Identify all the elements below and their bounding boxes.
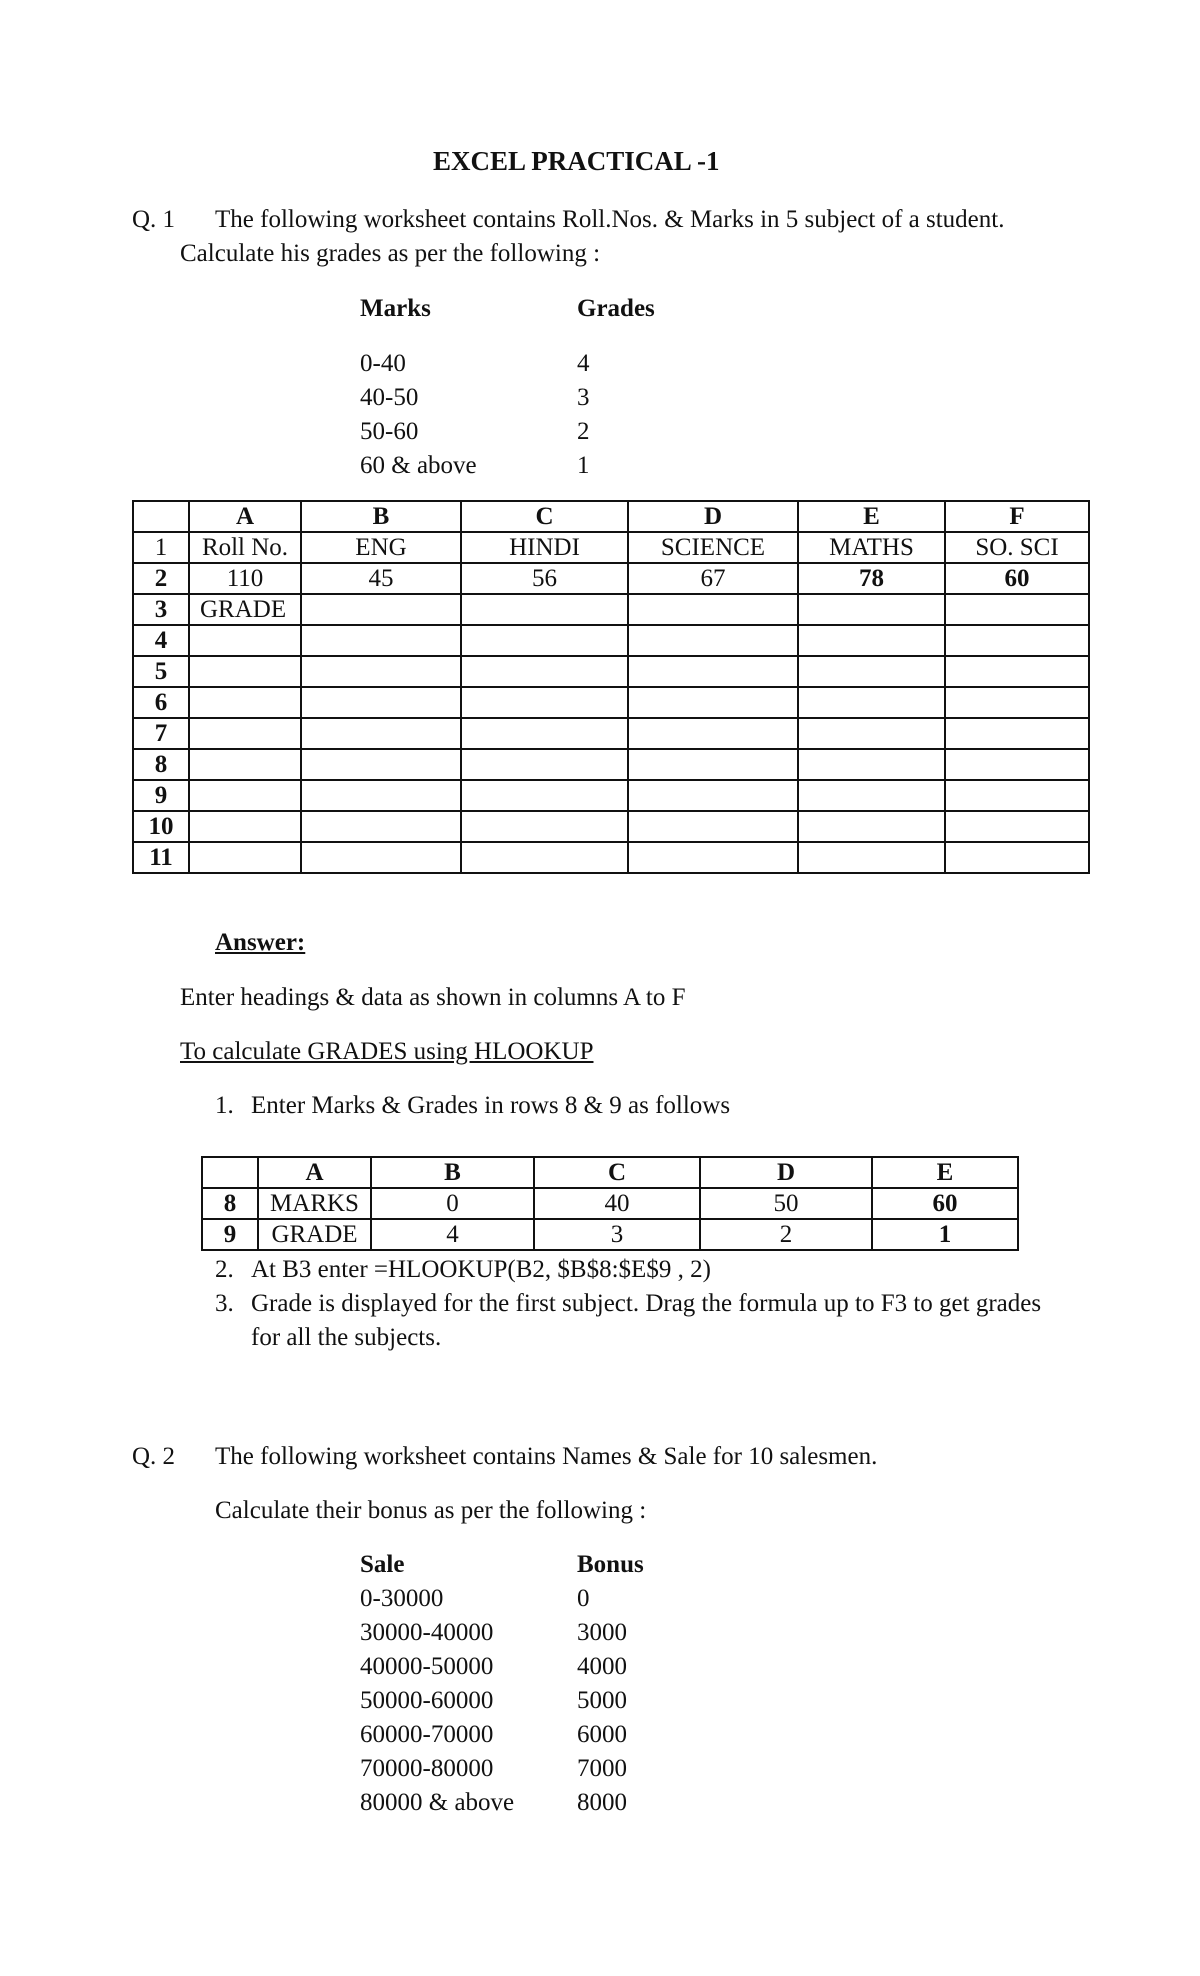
cell [301, 594, 461, 625]
q1-ref-marks: 50-60 [360, 418, 419, 445]
cell [189, 656, 301, 687]
cell [798, 625, 945, 656]
cell [301, 656, 461, 687]
q1-ref-header-grades: Grades [577, 295, 655, 322]
column-header-b: B [301, 501, 461, 532]
page-title: EXCEL PRACTICAL -1 [433, 146, 720, 176]
cell [301, 842, 461, 873]
cell [189, 625, 301, 656]
cell [798, 687, 945, 718]
q2-line1: The following worksheet contains Names & Sale for 10 salesmen. [215, 1443, 878, 1470]
step3-number: 3. [215, 1290, 234, 1317]
column-header-a: A [189, 501, 301, 532]
cell [798, 780, 945, 811]
cell: GRADE [189, 594, 301, 625]
table-row [133, 749, 1089, 780]
cell [189, 780, 301, 811]
cell [189, 811, 301, 842]
cell [628, 594, 798, 625]
cell: 110 [189, 563, 301, 594]
table-row [133, 718, 1089, 749]
cell [628, 842, 798, 873]
cell [945, 780, 1089, 811]
cell [945, 811, 1089, 842]
row-number: 2 [133, 563, 189, 594]
cell [301, 718, 461, 749]
q1-ref-header-marks: Marks [360, 295, 431, 322]
step3-text-continued: for all the subjects. [251, 1324, 442, 1351]
cell [945, 594, 1089, 625]
cell: 45 [301, 563, 461, 594]
corner-cell [133, 501, 189, 532]
table-row [202, 1188, 1018, 1219]
cell: SO. SCI [945, 532, 1089, 563]
answer-line2: To calculate GRADES using HLOOKUP [180, 1038, 594, 1065]
q2-ref-sale: 40000-50000 [360, 1653, 494, 1680]
row-number: 5 [133, 656, 189, 687]
table-row [202, 1219, 1018, 1250]
cell [189, 687, 301, 718]
cell [189, 749, 301, 780]
table-row [133, 780, 1089, 811]
q2-ref-bonus: 4000 [577, 1653, 627, 1680]
step3-text: Grade is displayed for the first subject. Drag the formula up to F3 to get grades [251, 1290, 1042, 1317]
cell [461, 656, 628, 687]
cell [301, 625, 461, 656]
column-header-d: D [700, 1157, 872, 1188]
cell [189, 718, 301, 749]
q2-ref-bonus: 3000 [577, 1619, 627, 1646]
cell: MATHS [798, 532, 945, 563]
corner-cell [202, 1157, 258, 1188]
q2-ref-bonus: 8000 [577, 1789, 627, 1816]
column-header-d: D [628, 501, 798, 532]
q2-ref-sale: 30000-40000 [360, 1619, 494, 1646]
cell: 4 [371, 1219, 534, 1250]
cell: 2 [700, 1219, 872, 1250]
cell [461, 625, 628, 656]
row-number: 8 [202, 1188, 258, 1219]
cell [628, 625, 798, 656]
cell [461, 718, 628, 749]
q2-ref-bonus: 0 [577, 1585, 590, 1612]
cell [301, 687, 461, 718]
cell [301, 811, 461, 842]
step1-number: 1. [215, 1092, 234, 1119]
cell [945, 749, 1089, 780]
cell [798, 842, 945, 873]
q2-number: Q. 2 [132, 1443, 176, 1470]
cell [461, 749, 628, 780]
cell [301, 780, 461, 811]
q1-ref-grade: 3 [577, 384, 590, 411]
cell [461, 780, 628, 811]
step2-number: 2. [215, 1256, 234, 1283]
cell [301, 749, 461, 780]
cell [189, 842, 301, 873]
answer-label: Answer: [215, 929, 306, 956]
cell [628, 656, 798, 687]
column-header-e: E [872, 1157, 1018, 1188]
column-header-c: C [461, 501, 628, 532]
q1-ref-marks: 0-40 [360, 350, 406, 377]
table-row [133, 532, 1089, 563]
cell [798, 594, 945, 625]
q2-ref-sale: 70000-80000 [360, 1755, 494, 1782]
column-header-f: F [945, 501, 1089, 532]
q1-ref-grade: 1 [577, 452, 590, 479]
table-row [133, 625, 1089, 656]
column-header-e: E [798, 501, 945, 532]
cell: HINDI [461, 532, 628, 563]
step2-text: At B3 enter =HLOOKUP(B2, $B$8:$E$9 , 2) [251, 1256, 711, 1283]
q1-ref-grade: 2 [577, 418, 590, 445]
cell [461, 687, 628, 718]
q1-ref-grade: 4 [577, 350, 590, 377]
cell [461, 811, 628, 842]
cell: 60 [872, 1188, 1018, 1219]
row-number: 8 [133, 749, 189, 780]
cell [945, 687, 1089, 718]
cell [628, 749, 798, 780]
step1-text: Enter Marks & Grades in rows 8 & 9 as follows [251, 1092, 731, 1119]
column-header-c: C [534, 1157, 700, 1188]
cell [798, 718, 945, 749]
cell: 1 [872, 1219, 1018, 1250]
table-row [133, 842, 1089, 873]
cell: ENG [301, 532, 461, 563]
row-number: 3 [133, 594, 189, 625]
column-header-b: B [371, 1157, 534, 1188]
q1-ref-marks: 40-50 [360, 384, 419, 411]
table-row [133, 656, 1089, 687]
q2-ref-sale: 50000-60000 [360, 1687, 494, 1714]
row-number: 4 [133, 625, 189, 656]
cell [628, 780, 798, 811]
row-number: 10 [133, 811, 189, 842]
cell [945, 625, 1089, 656]
cell: 3 [534, 1219, 700, 1250]
cell: 56 [461, 563, 628, 594]
row-number: 9 [133, 780, 189, 811]
cell [798, 656, 945, 687]
cell: 50 [700, 1188, 872, 1219]
cell [628, 811, 798, 842]
table-row [133, 594, 1089, 625]
table-row [133, 563, 1089, 594]
cell: 40 [534, 1188, 700, 1219]
table-header-row [133, 501, 1089, 532]
cell: 78 [798, 563, 945, 594]
cell: GRADE [258, 1219, 371, 1250]
cell [798, 811, 945, 842]
cell: 60 [945, 563, 1089, 594]
table-header-row [202, 1157, 1018, 1188]
q2-ref-bonus: 7000 [577, 1755, 627, 1782]
q2-ref-sale: 0-30000 [360, 1585, 444, 1612]
cell [461, 842, 628, 873]
q2-ref-sale: 80000 & above [360, 1789, 515, 1816]
row-number: 11 [133, 842, 189, 873]
q2-ref-bonus: 5000 [577, 1687, 627, 1714]
cell [628, 718, 798, 749]
cell: Roll No. [189, 532, 301, 563]
row-number: 6 [133, 687, 189, 718]
answer-line1: Enter headings & data as shown in columns A to F [180, 984, 686, 1011]
q1-worksheet-table [132, 500, 1090, 874]
row-number: 1 [133, 532, 189, 563]
cell [628, 687, 798, 718]
cell [945, 842, 1089, 873]
row-number: 9 [202, 1219, 258, 1250]
q1-number: Q. 1 [132, 206, 176, 233]
q2-ref-header-sale: Sale [360, 1551, 405, 1578]
table-row [133, 687, 1089, 718]
q2-ref-sale: 60000-70000 [360, 1721, 494, 1748]
cell: 67 [628, 563, 798, 594]
cell [798, 749, 945, 780]
q2-ref-bonus: 6000 [577, 1721, 627, 1748]
q1-ref-marks: 60 & above [360, 452, 477, 479]
cell: MARKS [258, 1188, 371, 1219]
row-number: 7 [133, 718, 189, 749]
q1-line2: Calculate his grades as per the following : [180, 240, 601, 267]
column-header-a: A [258, 1157, 371, 1188]
q1-line1: The following worksheet contains Roll.Nos. & Marks in 5 subject of a student. [215, 206, 1005, 233]
cell [461, 594, 628, 625]
q2-ref-header-bonus: Bonus [577, 1551, 644, 1578]
cell [945, 718, 1089, 749]
table-row [133, 811, 1089, 842]
cell [945, 656, 1089, 687]
cell: 0 [371, 1188, 534, 1219]
q2-line2: Calculate their bonus as per the following : [215, 1497, 647, 1524]
cell: SCIENCE [628, 532, 798, 563]
q1-lookup-table [201, 1156, 1019, 1251]
